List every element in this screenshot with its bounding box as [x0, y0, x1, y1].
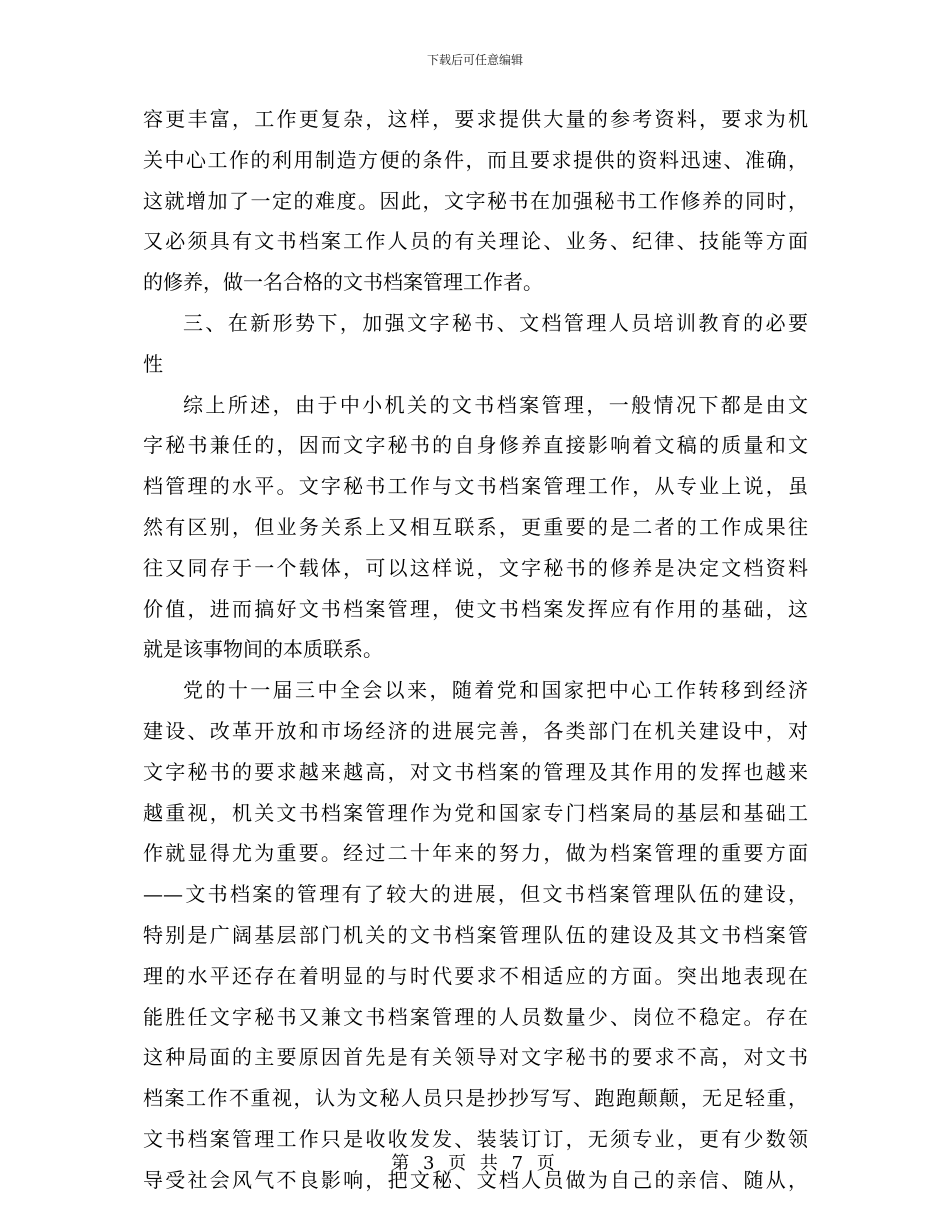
text-line: 文书档案管理工作只是收收发发、装装订订，无须专业，更有少数领	[143, 1126, 808, 1151]
text-line: 关中心工作的利用制造方便的条件，而且要求提供的资料迅速、准确，	[143, 147, 808, 172]
paragraph-first-line: 党的十一届三中全会以来，随着党和国家把中心工作转移到经济	[183, 678, 808, 703]
page-header: 下载后可任意编辑	[426, 53, 523, 67]
text-line: 字秘书兼任的，因而文字秘书的自身修养直接影响着文稿的质量和文	[143, 433, 808, 458]
section-heading-line: 性	[143, 351, 163, 376]
section-heading-line: 三、在新形势下，加强文字秘书、文档管理人员培训教育的必要	[183, 310, 808, 335]
text-line: ——文书档案的管理有了较大的进展，但文书档案管理队伍的建设，	[143, 882, 808, 907]
text-line: 的修养，做一名合格的文书档案管理工作者。	[143, 270, 543, 295]
text-line: 理的水平还存在着明显的与时代要求不相适应的方面。突出地表现在	[143, 963, 808, 988]
text-line: 就是该事物间的本质联系。	[143, 637, 383, 662]
text-line: 越重视，机关文书档案管理作为党和国家专门档案局的基层和基础工	[143, 800, 808, 825]
text-line: 又必须具有文书档案工作人员的有关理论、业务、纪律、技能等方面	[143, 229, 808, 254]
text-line: 容更丰富，工作更复杂，这样，要求提供大量的参考资料，要求为机	[143, 107, 808, 131]
document-body	[143, 109, 808, 1211]
text-line: 特别是广阔基层部门机关的文书档案管理队伍的建设及其文书档案管	[143, 922, 808, 947]
text-line: 价值，进而搞好文书档案管理，使文书档案发挥应有作用的基础，这	[143, 596, 808, 621]
text-line: 文字秘书的要求越来越高，对文书档案的管理及其作用的发挥也越来	[143, 759, 808, 784]
text-line: 档管理的水平。文字秘书工作与文书档案管理工作，从专业上说，虽	[143, 474, 808, 499]
text-line: 这种局面的主要原因首先是有关领导对文字秘书的要求不高，对文书	[143, 1045, 808, 1070]
text-line: 然有区别，但业务关系上又相互联系，更重要的是二者的工作成果往	[143, 514, 808, 539]
paragraph-first-line: 综上所述，由于中小机关的文书档案管理，一般情况下都是由文	[183, 392, 808, 417]
text-line: 能胜任文字秘书又兼文书档案管理的人员数量少、岗位不稳定。存在	[143, 1004, 808, 1029]
text-line: 导受社会风气不良影响，把文秘、文档人员做为自己的亲信、随从，	[143, 1167, 808, 1192]
text-line: 这就增加了一定的难度。因此，文字秘书在加强秘书工作修养的同时，	[143, 188, 808, 213]
page-number: 第 3 页 共 7 页	[391, 1153, 559, 1174]
text-line: 往又同存于一个载体，可以这样说，文字秘书的修养是决定文档资料	[143, 555, 808, 580]
text-line: 档案工作不重视，认为文秘人员只是抄抄写写、跑跑颠颠，无足轻重，	[143, 1086, 808, 1111]
text-line: 作就显得尤为重要。经过二十年来的努力，做为档案管理的重要方面	[143, 841, 808, 866]
text-line: 建设、改革开放和市场经济的进展完善，各类部门在机关建设中，对	[143, 718, 808, 743]
